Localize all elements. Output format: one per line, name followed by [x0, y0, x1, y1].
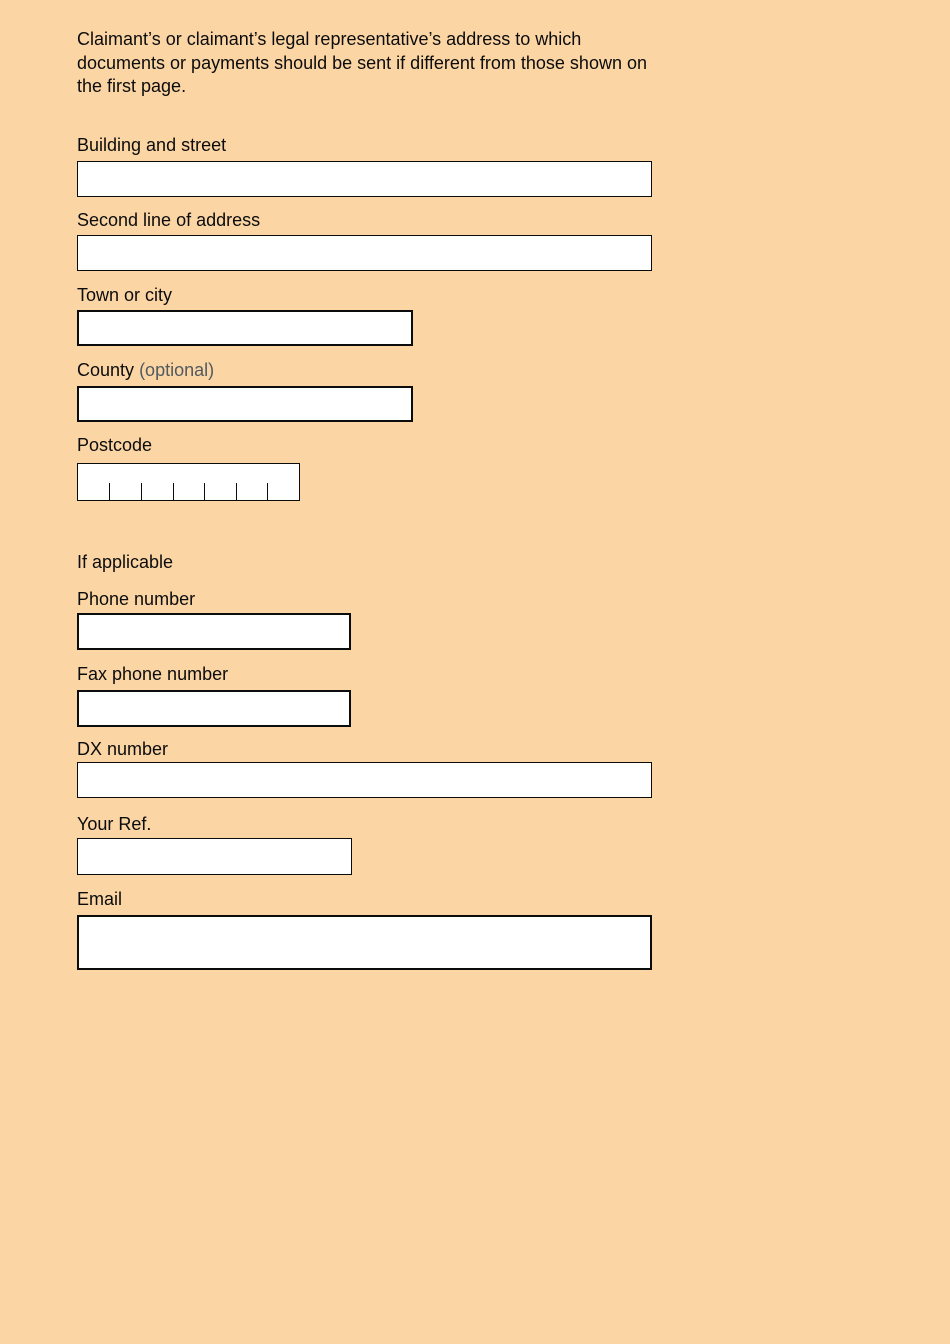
fax-field[interactable] — [77, 690, 351, 727]
town-city-field[interactable] — [77, 310, 413, 346]
optional-hint: (optional) — [139, 360, 215, 380]
town-city-label: Town or city — [77, 285, 173, 305]
phone-field[interactable] — [77, 613, 351, 650]
dx-number-field[interactable] — [77, 762, 652, 798]
postcode-divider — [204, 483, 205, 500]
county-label — [77, 359, 214, 381]
building-street-field[interactable] — [77, 161, 652, 197]
email-field[interactable] — [77, 915, 652, 970]
postcode-divider — [109, 483, 110, 500]
your-ref-label: Your Ref. — [77, 814, 152, 834]
postcode-divider — [173, 483, 174, 500]
instructions-text: Claimant’s or claimant’s legal representative’s address to which documents or payments should be sent if different from those shown on the first page. — [77, 29, 647, 96]
county-field[interactable] — [77, 386, 413, 422]
fax-label: Fax phone number — [77, 664, 229, 684]
postcode-label: Postcode — [77, 435, 153, 455]
postcode-divider — [236, 483, 237, 500]
your-ref-field[interactable] — [77, 838, 352, 875]
building-street-label: Building and street — [77, 135, 227, 155]
postcode-divider — [141, 483, 142, 500]
second-line-field[interactable] — [77, 235, 652, 271]
postcode-divider — [267, 483, 268, 500]
if-applicable-heading: If applicable — [77, 552, 174, 572]
second-line-label: Second line of address — [77, 210, 261, 230]
phone-label: Phone number — [77, 589, 196, 609]
county-label-text: County — [77, 360, 135, 380]
email-label: Email — [77, 889, 123, 909]
dx-number-label: DX number — [77, 739, 169, 759]
postcode-field[interactable] — [77, 463, 300, 501]
